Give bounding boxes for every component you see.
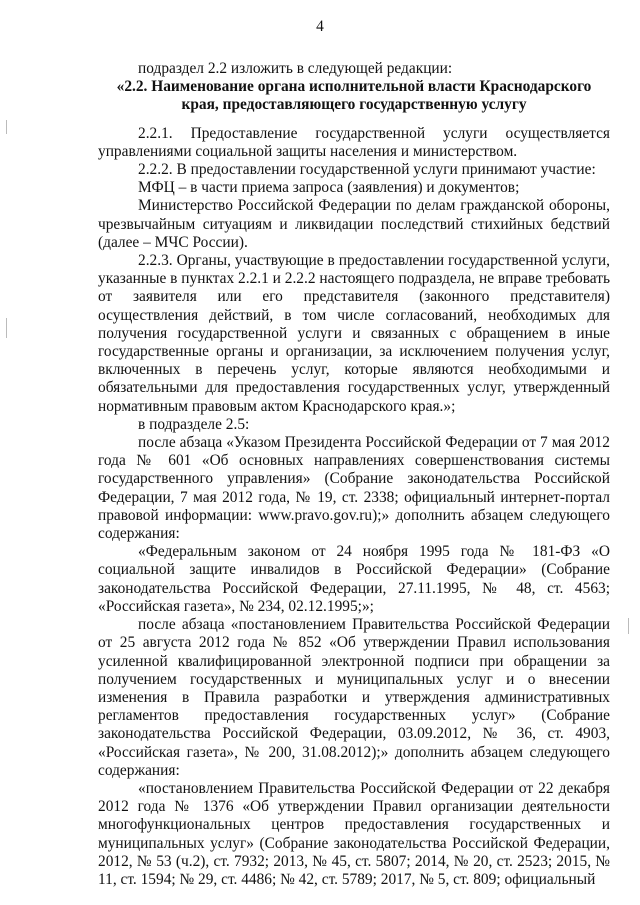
document-body bbox=[98, 60, 610, 889]
paragraph-mfc: МФЦ – в части приема запроса (заявления) и документов; bbox=[138, 179, 520, 197]
scan-mark-left-2 bbox=[6, 318, 7, 338]
paragraph-2-2-1: 2.2.1. Предоставление государственной услуги осуществляется управлениями социальной защиты населения и министерством. bbox=[98, 124, 610, 160]
scan-mark-left bbox=[6, 120, 7, 134]
paragraph-resolution-1376: «постановлением Правительства Российской Федерации от 22 декабря 2012 года № 1376 «Об утверждении Правил организации деятельности многофункциональных центров предоставления государственных и муниципальных услуг» (Собрание законодательства Российской Федерации, 2012, № 53 (ч.2), ст. 7932; 2013, № 45, ст. 5807; 2014, № 20, ст. 2523; 2015, № 11, ст. 1594; № 29, ст. 4486; № 42, ст. 5789; 2017, № 5, ст. 809; официальный bbox=[98, 779, 610, 888]
scan-mark-right bbox=[628, 618, 629, 634]
page-number: 4 bbox=[316, 18, 324, 35]
paragraph-after-resolution-852: после абзаца «постановлением Правительства Российской Федерации от 25 августа 2012 года № 852 «Об утверждении Правил использования усиленной квалифицированной электронной подписи при обращении за получением государственных и муниципальных услуг и о внесении изменения в Правила разработки и утверждения административных регламентов предоставления государственных услуг» (Собрание законодательства Российской Федерации, 03.09.2012, № 36, ст. 4903, «Российская газета», № 200, 31.08.2012);» дополнить абзацем следующего содержания: bbox=[98, 616, 610, 779]
paragraph-subsection-2-5: в подразделе 2.5: bbox=[138, 415, 250, 433]
paragraph-2-2-2: 2.2.2. В предоставлении государственной услуги принимают участие: bbox=[138, 161, 596, 179]
paragraph-intro: подраздел 2.2 изложить в следующей редакции: bbox=[138, 60, 453, 77]
section-heading: «2.2. Наименование органа исполнительной власти Краснодарского края, предоставляющего государственную услугу bbox=[116, 78, 592, 114]
paragraph-after-decree: после абзаца «Указом Президента Российской Федерации от 7 мая 2012 года № 601 «Об основных направлениях совершенствования системы государственного управления» (Собрание законодательства Российской Федерации, 7 мая 2012 года, № 19, ст. 2338; официальный интернет-портал правовой информации: www.pravo.gov.ru);» дополнить абзацем следующего содержания: bbox=[98, 434, 610, 543]
paragraph-2-2-3: 2.2.3. Органы, участвующие в предоставлении государственной услуги, указанные в пунктах 2.2.1 и 2.2.2 настоящего подраздела, не вправе требовать от заявителя или его представителя (законного представителя) осуществления действий, в том числе согласований, необходимых для получения государственной услуги и связанных с обращением в иные государственные органы и организации, за исключением получения услуг, включенных в перечень услуг, которые являются необходимыми и обязательными для предоставления государственных услуг, утвержденный нормативным правовым актом Краснодарского края.»; bbox=[98, 252, 610, 415]
paragraph-federal-law: «Федеральным законом от 24 ноября 1995 года № 181-ФЗ «О социальной защите инвалидов в Российской Федерации» (Собрание законодательства Российской Федерации, 27.11.1995, № 48, ст. 4563; «Российская газета», № 234, 02.12.1995;»; bbox=[98, 543, 610, 615]
paragraph-mchs: Министерство Российской Федерации по делам гражданской обороны, чрезвычайным ситуациям и ликвидации последствий стихийных бедствий (далее – МЧС России). bbox=[98, 197, 610, 251]
